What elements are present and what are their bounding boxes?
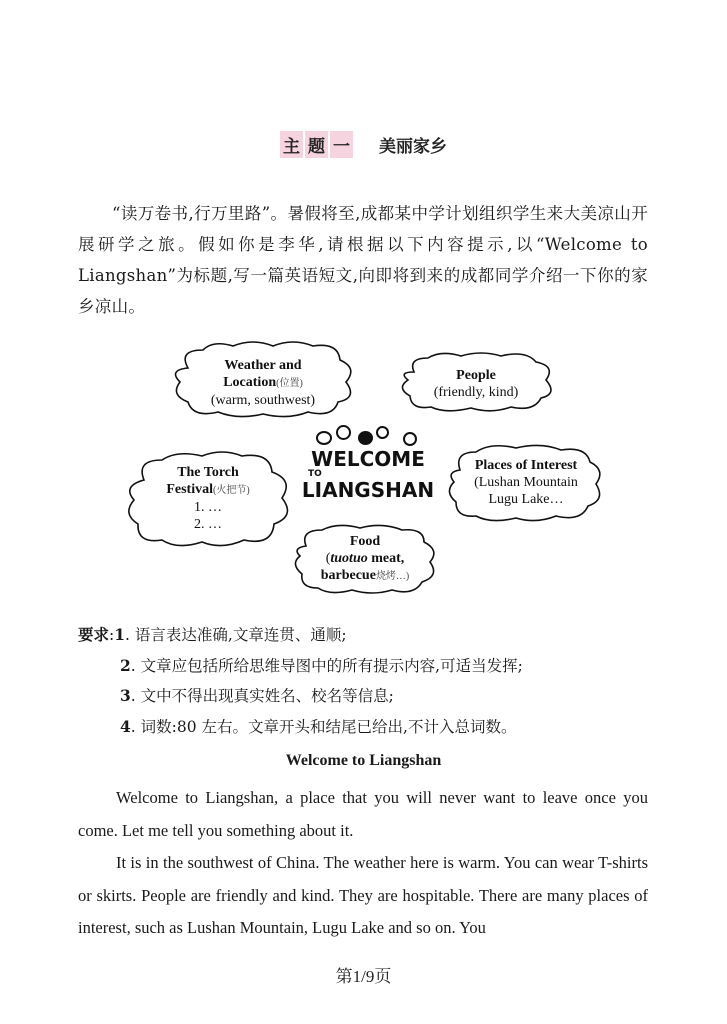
requirement-item	[78, 681, 658, 712]
requirements-list	[78, 620, 658, 742]
cloud-item: 1. …	[194, 500, 222, 515]
cloud-note: (位置)	[276, 378, 303, 389]
topic-title: 美丽家乡	[378, 137, 447, 157]
topic-heading	[0, 131, 727, 158]
requirement-number: 2	[120, 655, 131, 675]
essay-title: Welcome to Liangshan	[285, 752, 442, 769]
cloud-title: Places of Interest	[474, 458, 578, 473]
cloud-food	[290, 524, 440, 596]
requirement-text: . 语言表达准确,文章连贯、通顺;	[125, 626, 347, 644]
requirements-label: 要求	[78, 626, 110, 644]
cloud-weather-location	[168, 340, 358, 420]
requirement-item	[78, 620, 658, 651]
essay-paragraph: It is in the southwest of China. The weather here is warm. You can wear T-shirts or skirts. People are friendly and kind. They are hospitable. There are many places of interest, such as Lushan Mountain, Lugu Lake and so on. You	[78, 853, 648, 937]
cloud-detail: (warm, southwest)	[210, 393, 316, 408]
requirement-text: . 词数:80 左右。文章开头和结尾已给出,不计入总词数。	[130, 717, 517, 736]
cloud-detail: meat,	[367, 551, 405, 566]
cloud-title: People	[456, 368, 496, 383]
cloud-detail-italic: tuotuo	[330, 551, 368, 566]
cloud-torch-festival	[122, 450, 294, 550]
topic-badge-char: 题	[305, 131, 328, 158]
cloud-detail: (Lushan Mountain	[474, 475, 578, 490]
essay-body	[78, 782, 648, 945]
cloud-detail: (friendly, kind)	[433, 385, 519, 400]
cloud-title: Festival	[166, 482, 213, 497]
bubbles-decoration	[298, 423, 438, 449]
cloud-detail: Lugu Lake…	[488, 492, 564, 507]
cloud-detail: barbecue	[320, 568, 376, 583]
cloud-people	[396, 352, 556, 414]
requirement-number: 3	[120, 686, 131, 705]
cloud-title: Food	[349, 534, 381, 549]
cloud-title: Location	[223, 375, 277, 390]
logo-liangshan-text: LIANGSHAN	[301, 478, 435, 502]
requirement-number: 4	[120, 716, 131, 736]
requirement-text: . 文中不得出现真实姓名、校名等信息;	[130, 687, 394, 705]
cloud-title: The Torch	[177, 465, 239, 480]
writing-prompt: “读万卷书,行万里路”。暑假将至,成都某中学计划组织学生来大美凉山开展研学之旅。假如你是李华,请根据以下内容提示,以“Welcome to Liangshan”为标题,写一篇英语短文,向即将到来的成都同学介绍一下你的家乡凉山。	[78, 204, 648, 316]
cloud-places-of-interest	[446, 444, 606, 524]
requirement-item	[78, 712, 658, 743]
logo-to-text: TO	[308, 469, 322, 479]
requirements-colon: :	[109, 626, 115, 644]
welcome-logo	[298, 423, 438, 501]
cloud-paren: (	[325, 551, 331, 566]
logo-welcome-text: WELCOME	[311, 447, 425, 471]
requirement-item	[78, 651, 658, 682]
requirement-number: 1	[114, 625, 126, 644]
topic-badge-char: 一	[330, 131, 353, 158]
page-number: 第1/9页	[335, 967, 392, 986]
requirement-text: . 文章应包括所给思维导图中的所有提示内容,可适当发挥;	[130, 656, 523, 675]
cloud-title: Weather and	[224, 358, 302, 373]
essay-paragraph: Welcome to Liangshan, a place that you will never want to leave once you come. Let me tell you something about it.	[78, 788, 648, 840]
cloud-note: 烧烤…)	[375, 571, 410, 582]
cloud-note: (火把节)	[212, 485, 250, 496]
mind-map-diagram	[118, 338, 608, 593]
cloud-item: 2. …	[194, 517, 222, 532]
topic-badge-char: 主	[280, 131, 303, 158]
